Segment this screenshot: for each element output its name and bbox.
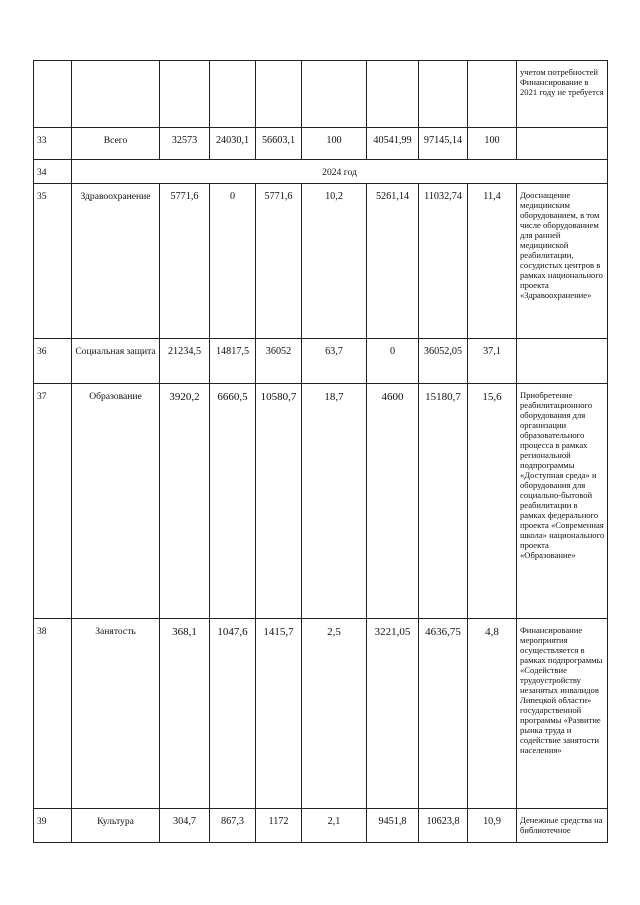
cell: 304,7 bbox=[160, 809, 210, 843]
cell: 3221,05 bbox=[367, 619, 419, 809]
row-name: Занятость bbox=[72, 619, 160, 809]
row-index: 38 bbox=[34, 619, 72, 809]
cell: 10,2 bbox=[302, 184, 367, 339]
cell: 1047,6 bbox=[210, 619, 256, 809]
cell: 2,5 bbox=[302, 619, 367, 809]
cell: 37,1 bbox=[468, 339, 517, 384]
cell: 56603,1 bbox=[256, 128, 302, 160]
cell: 368,1 bbox=[160, 619, 210, 809]
row-note: учетом потребностей Финансирование в 2021 году не требуется bbox=[517, 61, 608, 128]
cell: 32573 bbox=[160, 128, 210, 160]
cell: 40541,99 bbox=[367, 128, 419, 160]
cell: 10,9 bbox=[468, 809, 517, 843]
row-index: 33 bbox=[34, 128, 72, 160]
cell bbox=[256, 61, 302, 128]
row-name: Здравоохранение bbox=[72, 184, 160, 339]
row-index: 37 bbox=[34, 384, 72, 619]
year-header: 2024 год bbox=[72, 160, 608, 184]
cell: 14817,5 bbox=[210, 339, 256, 384]
cell: 11032,74 bbox=[419, 184, 468, 339]
row-index: 39 bbox=[34, 809, 72, 843]
cell: 18,7 bbox=[302, 384, 367, 619]
cell: 36052,05 bbox=[419, 339, 468, 384]
cell: 15,6 bbox=[468, 384, 517, 619]
table-row bbox=[34, 339, 608, 384]
row-index: 36 bbox=[34, 339, 72, 384]
cell: 100 bbox=[468, 128, 517, 160]
cell bbox=[302, 61, 367, 128]
cell: 4,8 bbox=[468, 619, 517, 809]
cell: 100 bbox=[302, 128, 367, 160]
row-name: Культура bbox=[72, 809, 160, 843]
cell: 24030,1 bbox=[210, 128, 256, 160]
cell: 11,4 bbox=[468, 184, 517, 339]
row-index bbox=[34, 61, 72, 128]
cell: 10623,8 bbox=[419, 809, 468, 843]
cell: 97145,14 bbox=[419, 128, 468, 160]
table-row bbox=[34, 619, 608, 809]
row-note: Приобретение реабилитационного оборудования для организации образовательного процесса в рамках региональной подпрограммы «Доступная среда» и оборудования для социально-бытовой реабилитации в рамках федерального проекта «Современная школа» национального проекта «Образование» bbox=[517, 384, 608, 619]
cell: 0 bbox=[367, 339, 419, 384]
cell: 0 bbox=[210, 184, 256, 339]
cell bbox=[419, 61, 468, 128]
cell: 4636,75 bbox=[419, 619, 468, 809]
table-row bbox=[34, 128, 608, 160]
row-note bbox=[517, 339, 608, 384]
cell: 10580,7 bbox=[256, 384, 302, 619]
row-name: Социальная защита bbox=[72, 339, 160, 384]
row-name: Всего bbox=[72, 128, 160, 160]
table-row bbox=[34, 61, 608, 128]
cell: 15180,7 bbox=[419, 384, 468, 619]
cell: 3920,2 bbox=[160, 384, 210, 619]
row-note: Финансирование мероприятия осуществляется в рамках подпрограммы «Содействие трудоустройству незанятых инвалидов Липецкой области» государственной программы «Развитие рынка труда и содействие занятости населения» bbox=[517, 619, 608, 809]
cell: 5771,6 bbox=[256, 184, 302, 339]
table-row bbox=[34, 160, 608, 184]
cell bbox=[367, 61, 419, 128]
row-note: Денежные средства на библиотечное bbox=[517, 809, 608, 843]
row-name bbox=[72, 61, 160, 128]
cell: 36052 bbox=[256, 339, 302, 384]
row-index: 34 bbox=[34, 160, 72, 184]
cell: 21234,5 bbox=[160, 339, 210, 384]
row-index: 35 bbox=[34, 184, 72, 339]
row-note: Дооснащение медицинским оборудованием, в том числе оборудованием для ранней медицинской реабилитации, сосудистых центров в рамках национального проекта «Здравоохранение» bbox=[517, 184, 608, 339]
table-row bbox=[34, 184, 608, 339]
cell: 63,7 bbox=[302, 339, 367, 384]
cell: 1415,7 bbox=[256, 619, 302, 809]
cell: 867,3 bbox=[210, 809, 256, 843]
table-row bbox=[34, 809, 608, 843]
cell: 4600 bbox=[367, 384, 419, 619]
cell bbox=[210, 61, 256, 128]
cell: 6660,5 bbox=[210, 384, 256, 619]
cell: 2,1 bbox=[302, 809, 367, 843]
cell bbox=[468, 61, 517, 128]
row-note bbox=[517, 128, 608, 160]
table-row bbox=[34, 384, 608, 619]
cell: 9451,8 bbox=[367, 809, 419, 843]
row-name: Образование bbox=[72, 384, 160, 619]
cell: 5261,14 bbox=[367, 184, 419, 339]
cell: 1172 bbox=[256, 809, 302, 843]
cell: 5771,6 bbox=[160, 184, 210, 339]
cell bbox=[160, 61, 210, 128]
budget-table bbox=[33, 60, 608, 843]
